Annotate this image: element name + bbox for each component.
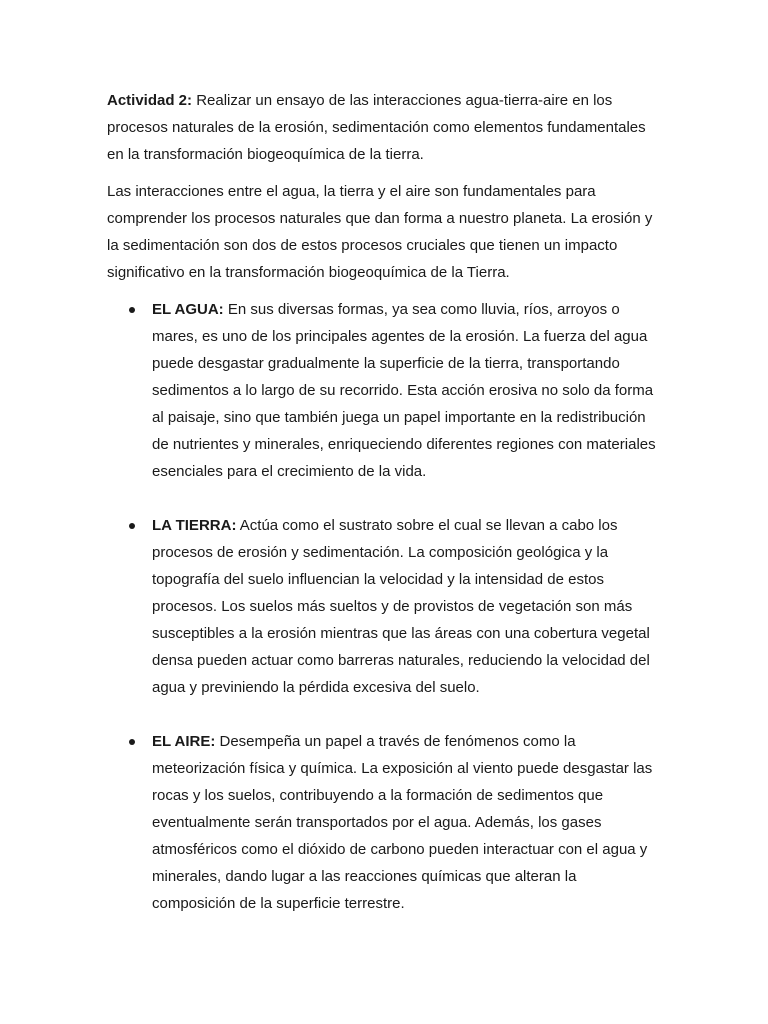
activity-text: Realizar un ensayo de las interacciones agua-tierra-aire en los procesos naturales de la erosión, sedimentación como elementos fundamentales en la transformación biogeoquímica de la tierra.: [107, 92, 646, 163]
bullet-item-agua: [107, 296, 663, 485]
activity-label: Actividad 2:: [107, 92, 193, 109]
bullet-item-aire: [107, 728, 663, 917]
bullet-text: Desempeña un papel a través de fenómenos como la meteorización física y química. La exposición al viento puede desgastar las rocas y los suelos, contribuyendo a la formación de sedimentos que eventualmente serán transportados por el agua. Además, los gases atmosféricos como el dióxido de carbono pueden interactuar con el agua y minerales, dando lugar a las reacciones químicas que alteran la composición de la superficie terrestre.: [152, 733, 653, 912]
bullet-item-tierra: [107, 512, 663, 701]
bullet-dot-icon: [129, 307, 135, 313]
bullet-dot-icon: [129, 739, 135, 745]
bullet-label: LA TIERRA:: [152, 517, 237, 534]
bullet-label: EL AGUA:: [152, 301, 224, 318]
bullet-label: EL AIRE:: [152, 733, 216, 750]
bullet-text: Actúa como el sustrato sobre el cual se llevan a cabo los procesos de erosión y sedimentación. La composición geológica y la topografía del suelo influencian la velocidad y la intensidad de estos procesos. Los suelos más sueltos y de provistos de vegetación son más susceptibles a la erosión mientras que las áreas con una cobertura vegetal densa pueden actuar como barreras naturales, reduciendo la velocidad del agua y previniendo la pérdida excesiva del suelo.: [152, 517, 650, 696]
activity-paragraph: [107, 87, 663, 168]
bullet-list: [107, 296, 663, 917]
bullet-dot-icon: [129, 523, 135, 529]
bullet-text: En sus diversas formas, ya sea como lluvia, ríos, arroyos o mares, es uno de los principales agentes de la erosión. La fuerza del agua puede desgastar gradualmente la superficie de la tierra, transportando sedimentos a lo largo de su recorrido. Esta acción erosiva no solo da forma al paisaje, sino que también juega un papel importante en la redistribución de nutrientes y minerales, enriqueciendo diferentes regiones con materiales esenciales para el crecimiento de la vida.: [152, 301, 656, 480]
document-page: [107, 87, 663, 917]
intro-paragraph: Las interacciones entre el agua, la tierra y el aire son fundamentales para comprender los procesos naturales que dan forma a nuestro planeta. La erosión y la sedimentación son dos de estos procesos cruciales que tienen un impacto significativo en la transformación biogeoquímica de la Tierra.: [107, 183, 653, 281]
